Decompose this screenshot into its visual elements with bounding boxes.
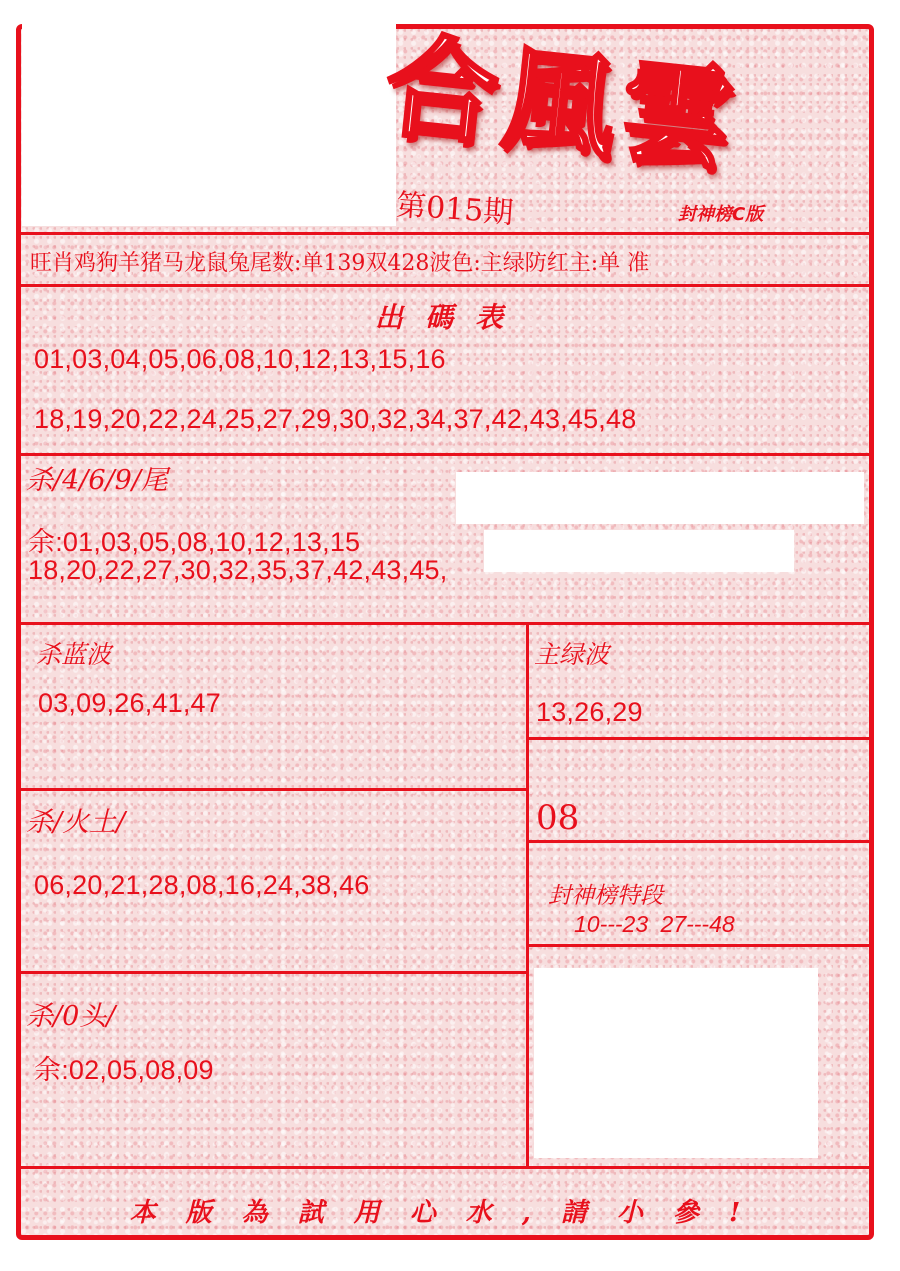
blank-patch-1	[456, 472, 864, 524]
kill-blue-numbers: 03,09,26,41,47	[38, 688, 221, 718]
kill-head-remain: 余:02,05,08,09	[34, 1055, 214, 1085]
info-line: 旺肖鸡狗羊猪马龙鼠兔尾数:单139双428波色:主绿防红主:单 准	[30, 251, 650, 276]
kill-tail-remain-row-2: 18,20,22,27,30,32,35,37,42,43,45,	[28, 555, 448, 585]
special-band-label: 封神榜特段	[548, 883, 663, 909]
banner-title: 合風雲	[379, 20, 746, 188]
kill-fire-earth-numbers: 06,20,21,28,08,16,24,38,46	[34, 870, 370, 900]
divider-left-2	[21, 971, 529, 974]
main-green-numbers: 13,26,29	[536, 697, 643, 727]
edition-label: 封神榜C版	[678, 204, 764, 225]
blank-patch-2	[484, 530, 794, 572]
divider-right-3	[528, 944, 869, 947]
special-number: 08	[536, 798, 580, 838]
divider-footer	[21, 1166, 869, 1169]
logo-cover	[22, 24, 396, 226]
divider-right-2	[528, 840, 869, 843]
divider-vertical	[526, 622, 529, 1168]
draw-table-row-2: 18,19,20,22,24,25,27,29,30,32,34,37,42,43,45,48	[34, 404, 637, 434]
blank-patch-3	[534, 968, 818, 1158]
divider-left-1	[21, 788, 529, 791]
divider-info	[21, 284, 869, 287]
main-green-label: 主绿波	[534, 640, 610, 669]
special-band-ranges: 10---23 27---48	[574, 911, 735, 937]
kill-fire-earth-label: 杀/火土/	[26, 807, 126, 838]
kill-tail-label: 杀/4/6/9/尾	[26, 465, 168, 496]
divider-draw-table	[21, 453, 869, 456]
divider-kill-tail	[21, 622, 869, 625]
kill-head-label: 杀/0头/	[26, 1001, 116, 1032]
draw-table-title: 出碼表	[374, 301, 525, 334]
issue-number: 第015期	[395, 187, 515, 232]
footer-note: 本版為試用心水,請小參!	[129, 1198, 771, 1228]
draw-table-row-1: 01,03,04,05,06,08,10,12,13,15,16	[34, 344, 446, 374]
divider-header	[21, 232, 869, 235]
kill-blue-label: 杀蓝波	[36, 640, 112, 669]
divider-right-1	[528, 737, 869, 740]
kill-tail-remain-row-1: 余:01,03,05,08,10,12,13,15	[28, 527, 361, 557]
